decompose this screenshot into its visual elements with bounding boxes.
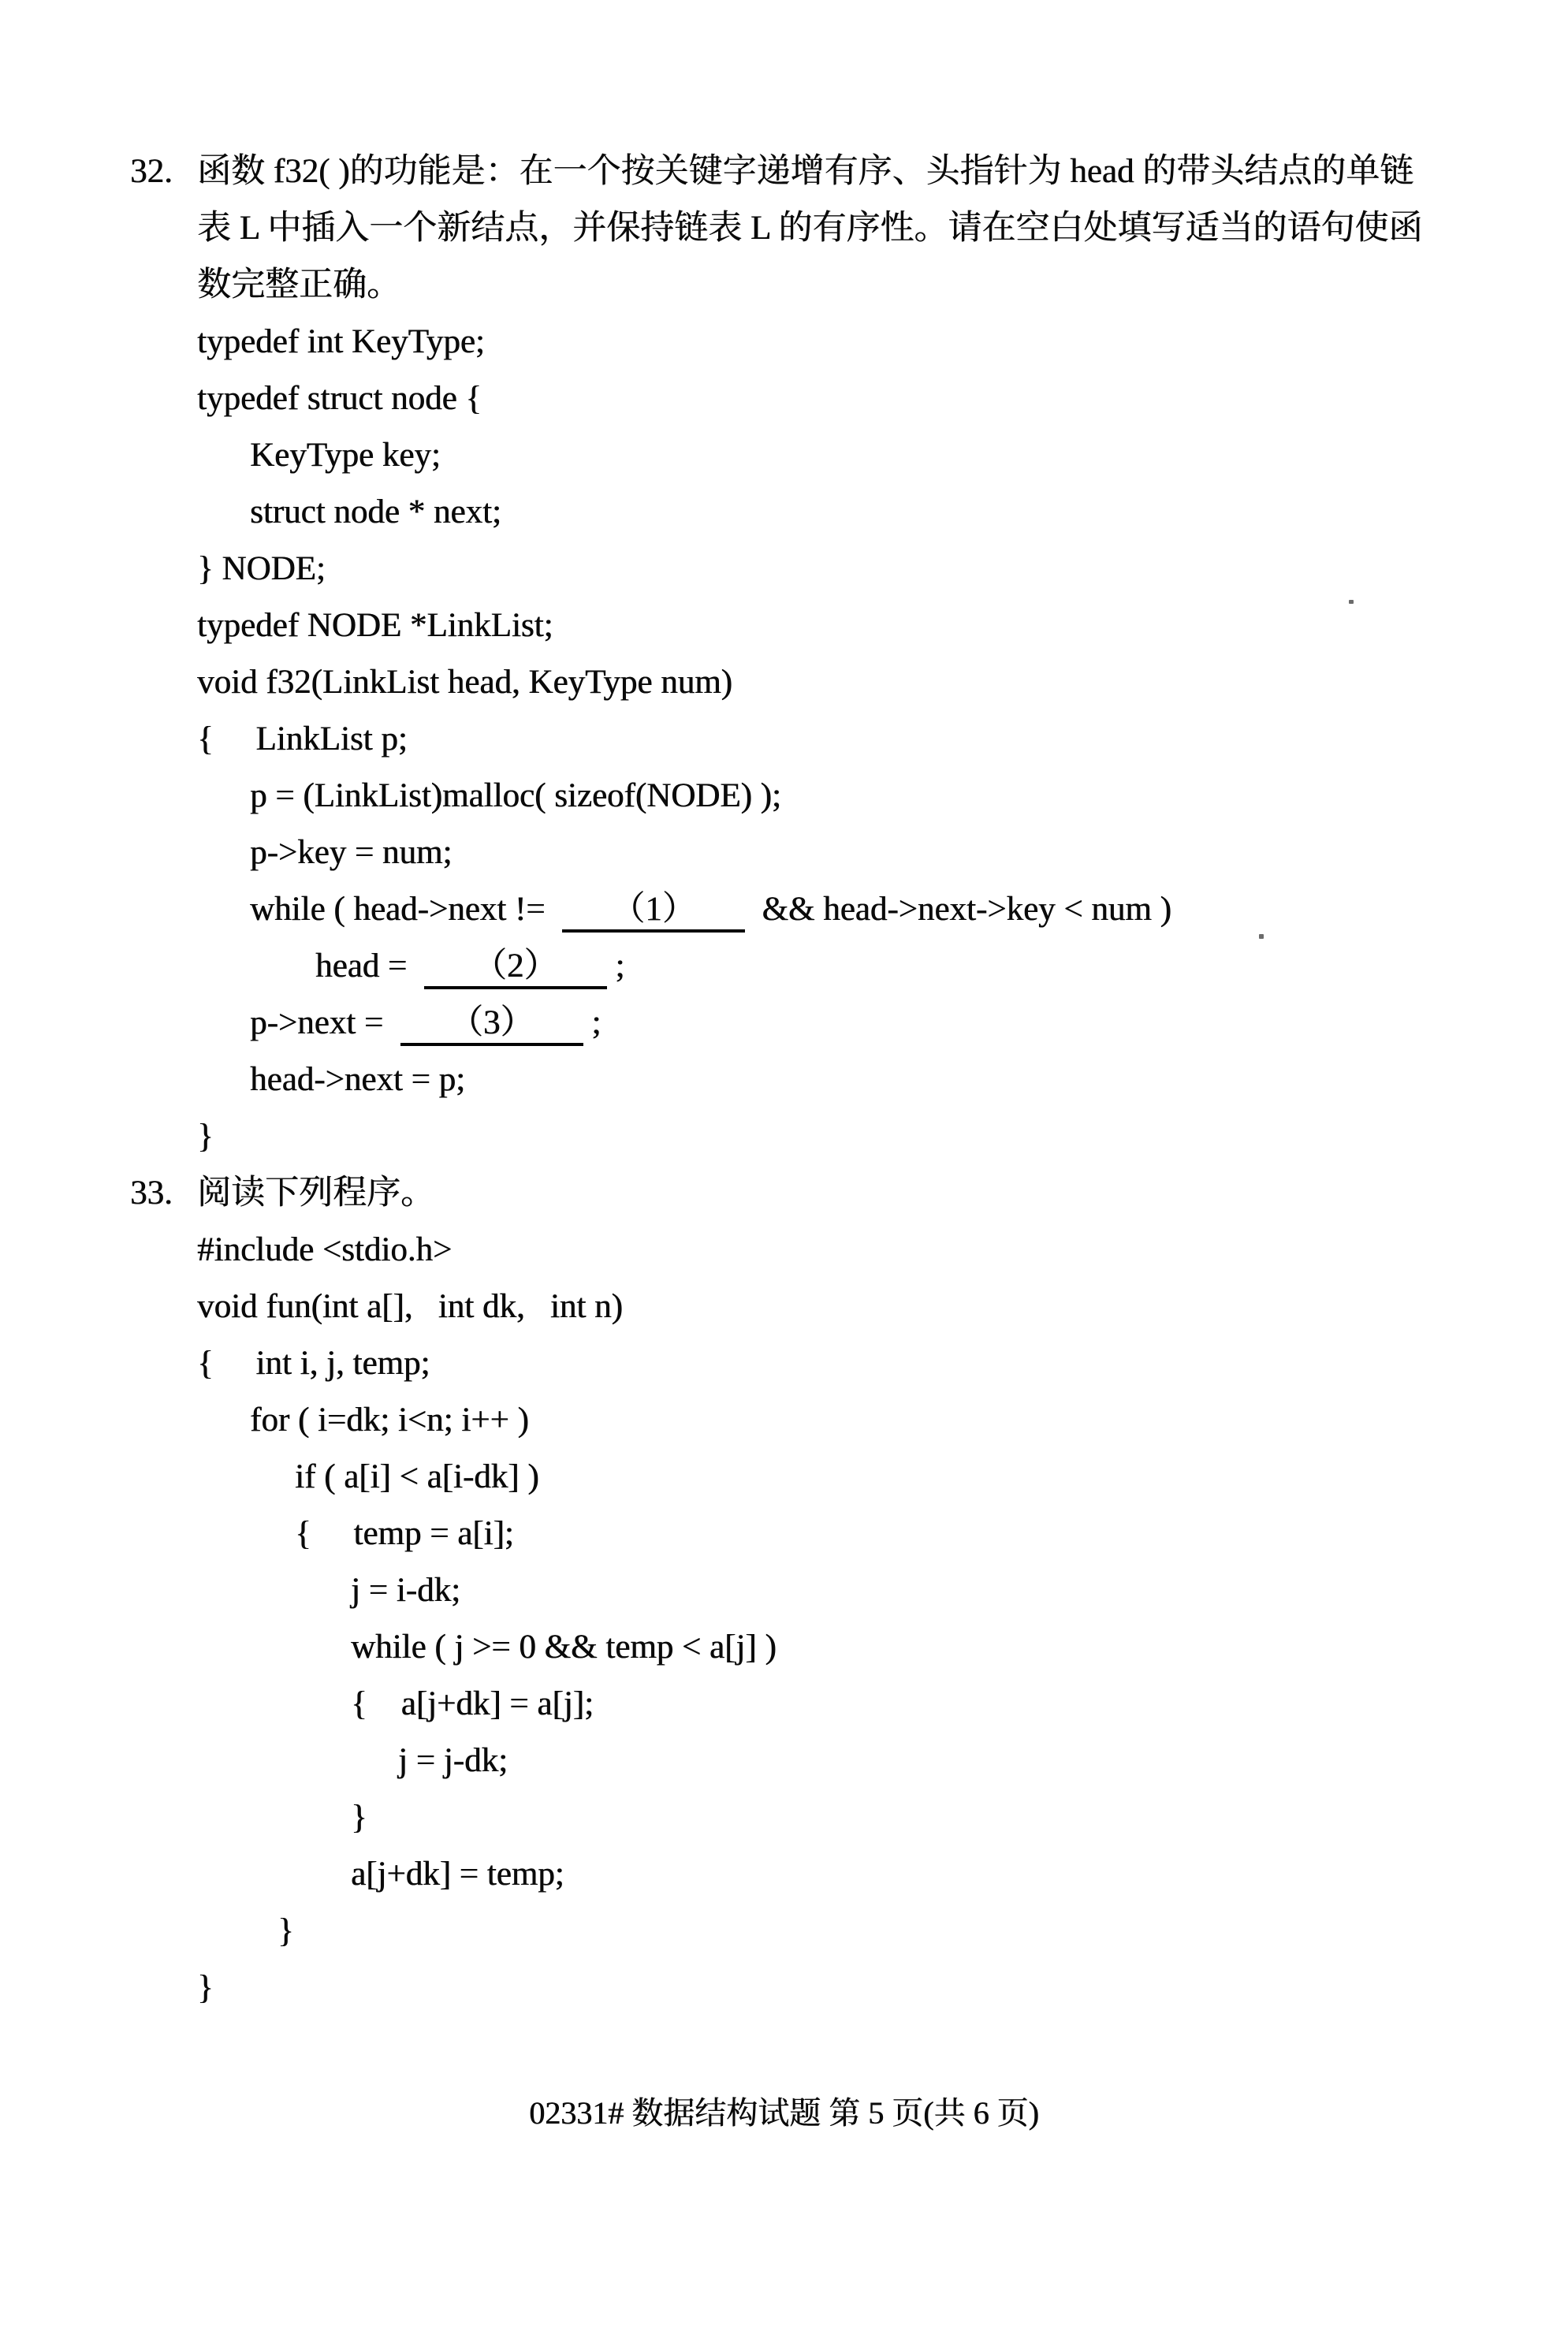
- code-line: [295, 1506, 1568, 1562]
- question-32-text: 函数 f32( )的功能是：在一个按关键字递增有序、头指针为 head 的带头结点的单链: [197, 153, 1414, 190]
- code-text: p = (LinkList)malloc( sizeof(NODE) );: [250, 777, 781, 814]
- code-line: [197, 1960, 1568, 2016]
- question-32-number: 32.: [130, 153, 173, 190]
- code-line-with-blank-2: [315, 938, 1568, 995]
- code-line: [351, 1676, 1568, 1733]
- code-text: } NODE;: [197, 550, 326, 587]
- question-32-text: 表 L 中插入一个新结点，并保持链表 L 的有序性。请在空白处填写适当的语句使函: [197, 210, 1423, 247]
- code-text: if ( a[i] < a[i-dk] ): [295, 1458, 539, 1495]
- code-line: [277, 1903, 1568, 1960]
- code-line: [250, 1392, 1568, 1449]
- code-line: [295, 1449, 1568, 1506]
- code-line: [197, 711, 1568, 768]
- page-footer: 02331# 数据结构试题 第 5 页(共 6 页): [529, 2095, 1039, 2131]
- code-line: [351, 1846, 1568, 1903]
- code-text: struct node * next;: [250, 493, 501, 531]
- code-text: #include <stdio.h>: [197, 1231, 453, 1268]
- code-line: [250, 1052, 1568, 1108]
- code-line: [197, 370, 1568, 427]
- code-text: head->next = p;: [250, 1061, 465, 1098]
- question-32-intro-line-2: [197, 200, 1568, 257]
- code-text: }: [351, 1799, 367, 1836]
- question-33-title-line: [130, 1165, 1568, 1222]
- code-text: { LinkList p;: [197, 720, 408, 758]
- code-text: p->key = num;: [250, 834, 453, 871]
- code-line: [351, 1789, 1568, 1846]
- code-text: ;: [583, 1004, 602, 1041]
- fill-in-blank-1: （1）: [562, 890, 745, 933]
- code-line: [351, 1619, 1568, 1676]
- code-text: typedef struct node {: [197, 380, 482, 417]
- code-line: [197, 1335, 1568, 1392]
- question-32-text: 数完整正确。: [197, 266, 400, 303]
- question-33-number: 33.: [130, 1175, 173, 1212]
- code-text: }: [277, 1912, 294, 1949]
- question-32-intro-line-3: [197, 257, 1568, 314]
- code-text: void f32(LinkList head, KeyType num): [197, 664, 732, 701]
- code-line: [197, 1222, 1568, 1279]
- code-line-with-blank-3: [250, 995, 1568, 1052]
- code-text: && head->next->key < num ): [744, 891, 1171, 928]
- fill-in-blank-3: （3）: [400, 1003, 583, 1046]
- fill-in-blank-2: （2）: [424, 947, 607, 989]
- code-text: typedef NODE *LinkList;: [197, 607, 553, 644]
- question-32-intro-line-1: [130, 143, 1568, 200]
- code-text: { temp = a[i];: [295, 1515, 514, 1552]
- code-text: a[j+dk] = temp;: [351, 1856, 564, 1893]
- code-line: [351, 1562, 1568, 1619]
- code-text: { int i, j, temp;: [197, 1345, 430, 1382]
- code-line: [197, 314, 1568, 370]
- code-text: while ( j >= 0 && temp < a[j] ): [351, 1629, 777, 1666]
- code-text: ;: [606, 947, 625, 985]
- code-text: for ( i=dk; i<n; i++ ): [250, 1402, 529, 1439]
- code-line-with-blank-1: [250, 881, 1568, 938]
- code-text: j = j-dk;: [398, 1742, 508, 1779]
- code-line: [197, 1279, 1568, 1335]
- code-text: head =: [315, 947, 424, 985]
- code-line: [398, 1733, 1568, 1789]
- code-line: [250, 768, 1568, 825]
- code-line: [197, 1108, 1568, 1165]
- code-line: [197, 598, 1568, 654]
- code-text: }: [197, 1969, 214, 2006]
- code-text: while ( head->next !=: [250, 891, 562, 928]
- code-line: [197, 541, 1568, 598]
- code-line: [250, 427, 1568, 484]
- code-text: typedef int KeyType;: [197, 323, 485, 360]
- scan-speck: [1259, 934, 1264, 939]
- scan-speck: [1349, 600, 1354, 604]
- question-33: [0, 1165, 1568, 2016]
- code-line: [197, 654, 1568, 711]
- code-text: { a[j+dk] = a[j];: [351, 1685, 594, 1722]
- question-33-text: 阅读下列程序。: [197, 1175, 434, 1212]
- question-32: [0, 143, 1568, 1165]
- code-text: p->next =: [250, 1004, 400, 1041]
- code-line: [250, 825, 1568, 881]
- code-text: KeyType key;: [250, 437, 441, 474]
- code-text: void fun(int a[], int dk, int n): [197, 1288, 623, 1325]
- code-text: j = i-dk;: [351, 1572, 460, 1609]
- code-text: }: [197, 1118, 214, 1155]
- code-line: [250, 484, 1568, 541]
